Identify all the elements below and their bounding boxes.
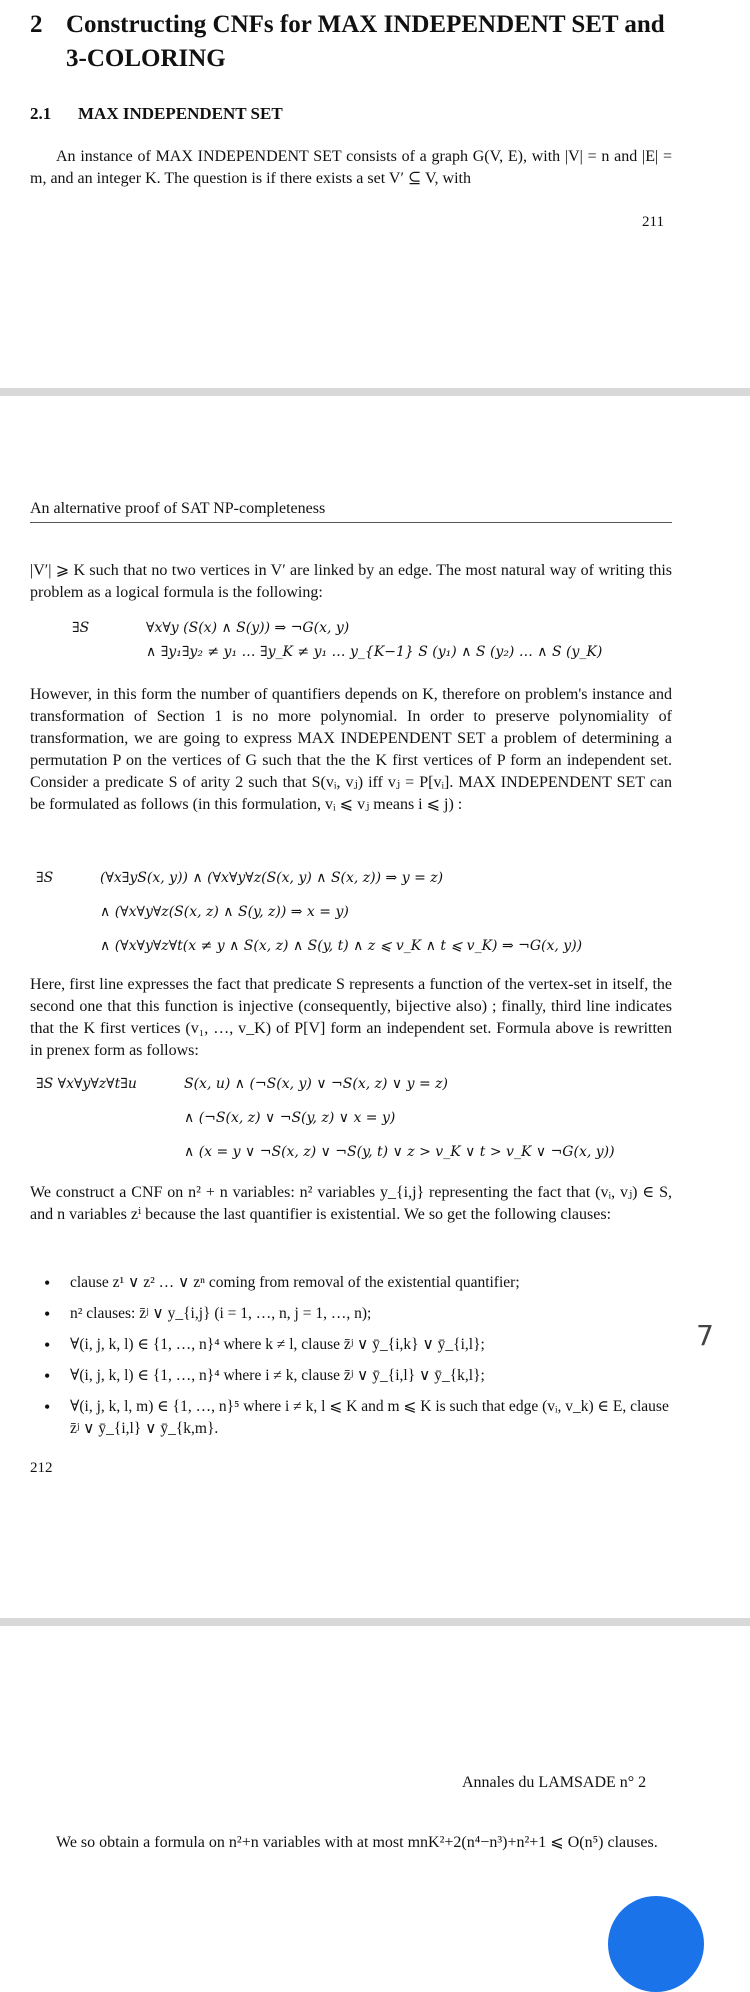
list-item: • ∀(i, j, k, l) ∈ {1, …, n}⁴ where k ≠ l, clause z̄ʲ ∨ ȳ_{i,k} ∨ ȳ_{i,l}; <box>30 1334 670 1356</box>
paragraph-5: We so obtain a formula on n²+n variables with at most mnK²+2(n⁴−n³)+n²+1 ⩽ O(n⁵) clauses. <box>56 1834 658 1851</box>
header-rule <box>30 522 672 523</box>
chapter-tab[interactable]: 7 <box>696 1319 714 1352</box>
page-212 <box>0 398 750 1618</box>
paragraph-4: We construct a CNF on n² + n variables: n² variables y_{i,j} representing the fact that (vᵢ, vⱼ) ∈ S, and n variables zⁱ because the last quantifier is existential. We so get the following clauses: <box>30 1184 672 1223</box>
section-heading <box>30 8 710 76</box>
formula3-quantifier: ∃S ∀x∀y∀z∀t∃u <box>36 1076 137 1092</box>
subsection-heading <box>30 104 283 124</box>
formula3-line2: ∧ (¬S(x, z) ∨ ¬S(y, z) ∨ x = y) <box>184 1110 396 1126</box>
formula1-line1: ∀x∀y (S(x) ∧ S(y)) ⇒ ¬G(x, y) <box>146 620 350 636</box>
floating-action-button[interactable] <box>608 1896 704 1992</box>
intro-paragraph: An instance of MAX INDEPENDENT SET consists of a graph G(V, E), with |V| = n and |E| = m, and an integer K. The question is if there exists a set V′ ⊆ V, with <box>30 148 672 187</box>
paragraph-3: Here, first line expresses the fact that predicate S represents a function of the vertex-set in itself, the second one that this function is injective (consequently, bijective also) ; finally, third line indicates that the K first vertices (v₁, …, v_K) of P[V] form an independent set. Formula above is rewritten in prenex form as follows: <box>30 976 672 1059</box>
formula3-line3: ∧ (x = y ∨ ¬S(x, z) ∨ ¬S(y, t) ∨ z > v_K ∨ t > v_K ∨ ¬G(x, y)) <box>184 1144 615 1160</box>
page-gap <box>0 1618 750 1626</box>
section-number: 2 <box>30 11 43 38</box>
list-item: • clause z¹ ∨ z² … ∨ zⁿ coming from removal of the existential quantifier; <box>30 1272 670 1294</box>
formula2-line3: ∧ (∀x∀y∀z∀t(x ≠ y ∧ S(x, z) ∧ S(y, t) ∧ z ⩽ v_K ∧ t ⩽ v_K) ⇒ ¬G(x, y)) <box>100 938 583 954</box>
subsection-title: MAX INDEPENDENT SET <box>78 104 283 123</box>
running-head: An alternative proof of SAT NP-completeness <box>30 500 326 517</box>
formula3-line1: S(x, u) ∧ (¬S(x, y) ∨ ¬S(x, z) ∨ y = z) <box>184 1076 448 1092</box>
clause-list <box>30 1272 670 1449</box>
page-gap <box>0 388 750 396</box>
running-head-right: Annales du LAMSADE n° 2 <box>462 1774 647 1791</box>
page-211 <box>0 0 750 388</box>
page-213 <box>0 1626 750 1920</box>
paragraph-2: However, in this form the number of quantifiers depends on K, therefore on problem's instance and transformation of Section 1 is no more polynomial. In order to preserve polynomiality of transformation, we are going to express MAX INDEPENDENT SET a problem of determining a permutation P on the vertices of G such that the the K first vertices of P form an independent set. Consider a predicate S of arity 2 such that S(vᵢ, vⱼ) iff vⱼ = P[vᵢ]. MAX INDEPENDENT SET can be formulated as follows (in this formulation, vᵢ ⩽ vⱼ means i ⩽ j) : <box>30 686 672 813</box>
page-number-212: 212 <box>30 1460 53 1476</box>
list-item: • ∀(i, j, k, l, m) ∈ {1, …, n}⁵ where i ≠ k, l ⩽ K and m ⩽ K is such that edge (vᵢ, v_k) ∈ E, clause z̄ʲ ∨ ȳ_{i,l} ∨ ȳ_{k,m}. <box>30 1396 670 1440</box>
section-title-line1: Constructing CNFs for MAX INDEPENDENT SET and <box>66 11 665 38</box>
formula2-line1: (∀x∃yS(x, y)) ∧ (∀x∀y∀z(S(x, y) ∧ S(x, z)) ⇒ y = z) <box>100 870 444 886</box>
list-item: • n² clauses: z̄ʲ ∨ y_{i,j} (i = 1, …, n, j = 1, …, n); <box>30 1303 670 1325</box>
formula1-line2: ∧ ∃y₁∃y₂ ≠ y₁ … ∃y_K ≠ y₁ … y_{K−1} S (y₁) ∧ S (y₂) … ∧ S (y_K) <box>146 644 603 660</box>
paragraph-1: |V′| ⩾ K such that no two vertices in V′ are linked by an edge. The most natural way of writing this problem as a logical formula is the following: <box>30 562 672 601</box>
formula2-quantifier: ∃S <box>36 870 54 886</box>
list-item: • ∀(i, j, k, l) ∈ {1, …, n}⁴ where i ≠ k, clause z̄ʲ ∨ ȳ_{i,l} ∨ ȳ_{k,l}; <box>30 1365 670 1387</box>
subsection-number: 2.1 <box>30 104 52 123</box>
page-number-211: 211 <box>642 214 664 230</box>
formula2-line2: ∧ (∀x∀y∀z(S(x, z) ∧ S(y, z)) ⇒ x = y) <box>100 904 349 920</box>
section-title-line2: 3-COLORING <box>66 45 226 72</box>
formula1-quantifier: ∃S <box>72 620 90 636</box>
